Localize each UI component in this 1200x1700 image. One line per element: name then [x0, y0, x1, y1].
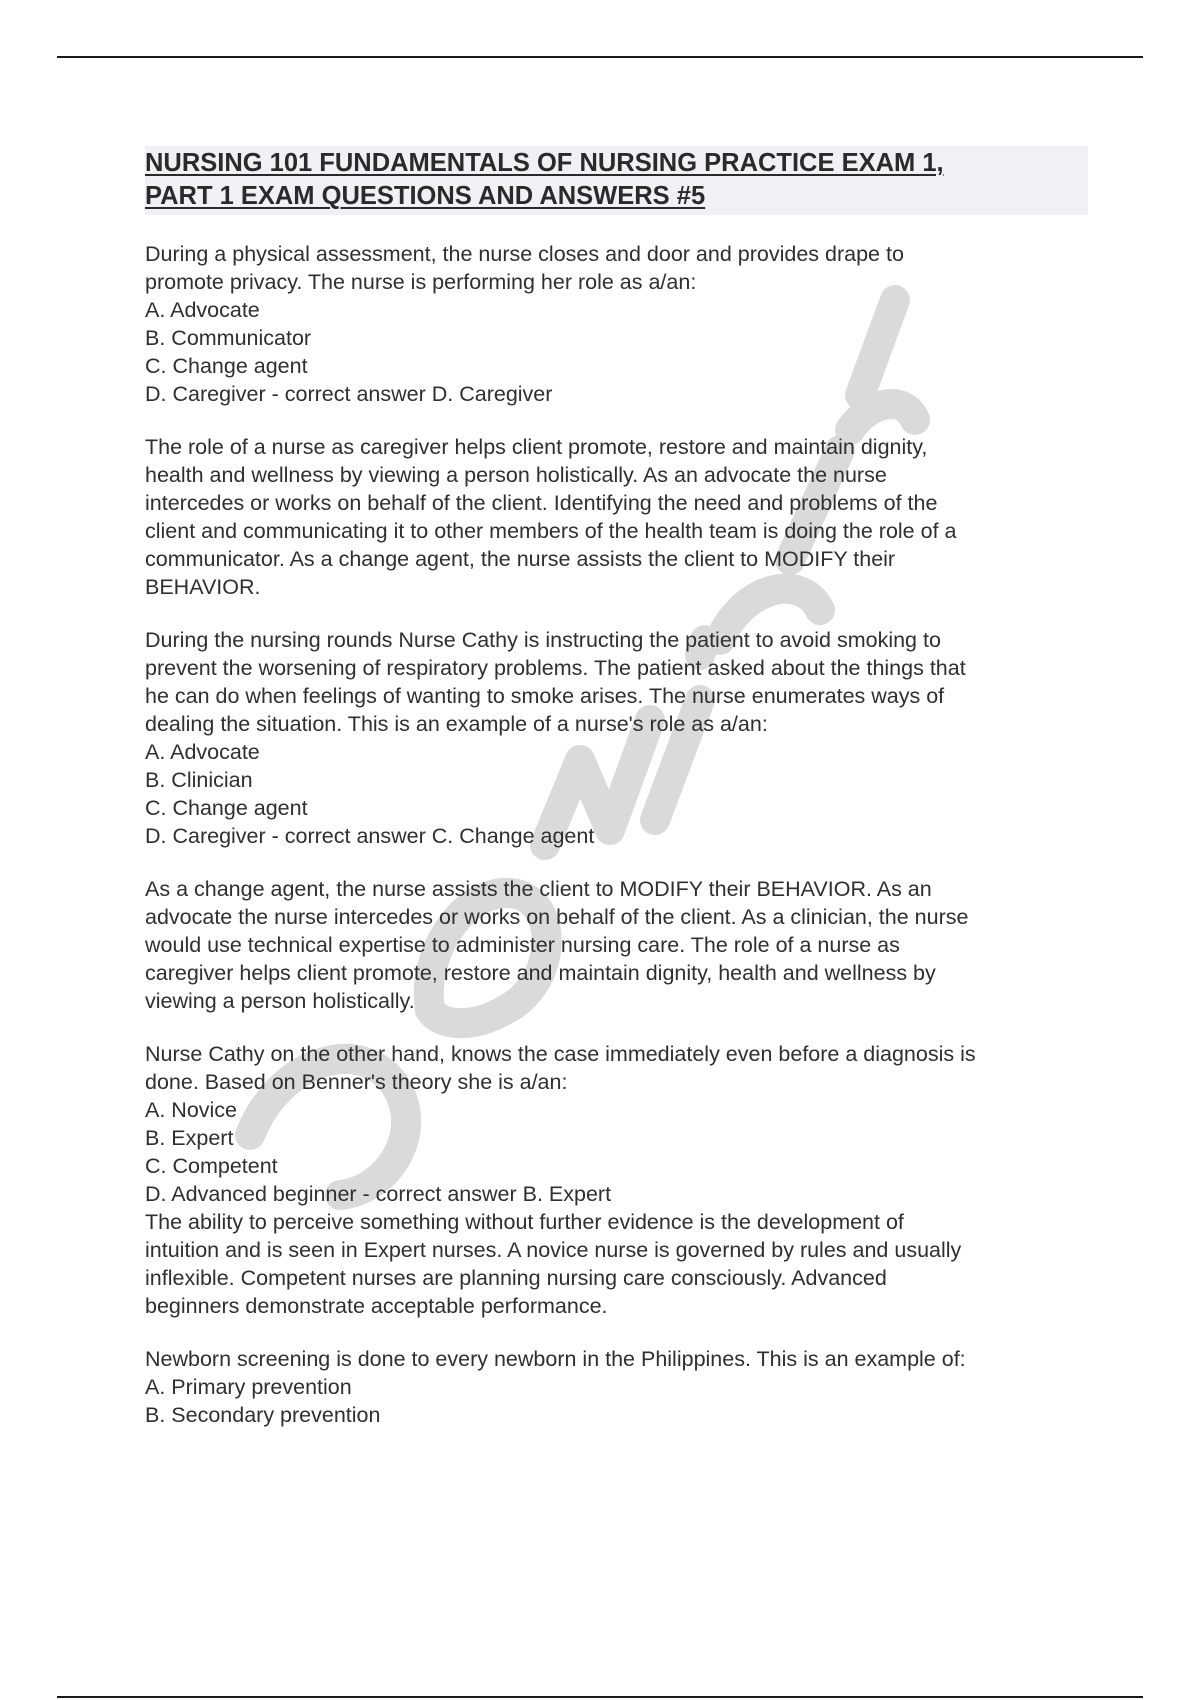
text-line: caregiver helps client promote, restore and maintain dignity, health and wellness by [145, 961, 936, 985]
text-line: As a change agent, the nurse assists the client to MODIFY their BEHAVIOR. As an [145, 877, 932, 901]
text-line: The role of a nurse as caregiver helps client promote, restore and maintain dignity, [145, 435, 928, 459]
text-line: beginners demonstrate acceptable performance. [145, 1294, 608, 1318]
text-line: promote privacy. The nurse is performing her role as a/an: [145, 270, 697, 294]
text-line: D. Caregiver - correct answer D. Caregiver [145, 382, 553, 406]
text-line: D. Advanced beginner - correct answer B. Expert [145, 1182, 612, 1206]
text-line: would use technical expertise to administer nursing care. The role of a nurse as [145, 933, 900, 957]
text-line: BEHAVIOR. [145, 575, 261, 599]
text-line: A. Novice [145, 1098, 238, 1122]
text-line: Nurse Cathy on the other hand, knows the case immediately even before a diagnosis is [145, 1042, 976, 1066]
top-rule [57, 56, 1143, 58]
text-line: inflexible. Competent nurses are planning nursing care consciously. Advanced [145, 1266, 887, 1290]
title-band [145, 146, 1088, 215]
text-line: viewing a person holistically. [145, 989, 415, 1013]
text-line: C. Competent [145, 1154, 278, 1178]
document-title [145, 147, 1088, 213]
text-line: done. Based on Benner's theory she is a/an: [145, 1070, 568, 1094]
text-block [145, 240, 1090, 408]
bottom-rule [57, 1696, 1143, 1698]
text-line: client and communicating it to other members of the health team is doing the role of a [145, 519, 957, 543]
text-line: A. Advocate [145, 298, 260, 322]
question-blocks [145, 240, 1090, 1429]
text-line: B. Clinician [145, 768, 253, 792]
text-line: communicator. As a change agent, the nurse assists the client to MODIFY their [145, 547, 896, 571]
text-line: C. Change agent [145, 354, 308, 378]
text-line: During the nursing rounds Nurse Cathy is instructing the patient to avoid smoking to [145, 628, 941, 652]
text-line: health and wellness by viewing a person holistically. As an advocate the nurse [145, 463, 887, 487]
text-line: D. Caregiver - correct answer C. Change agent [145, 824, 595, 848]
text-line: prevent the worsening of respiratory problems. The patient asked about the things that [145, 656, 966, 680]
text-line: A. Primary prevention [145, 1375, 352, 1399]
text-line: B. Communicator [145, 326, 312, 350]
text-line: dealing the situation. This is an example of a nurse's role as a/an: [145, 712, 768, 736]
text-line: B. Secondary prevention [145, 1403, 381, 1427]
text-block [145, 875, 1090, 1015]
text-line: The ability to perceive something without further evidence is the development of [145, 1210, 904, 1234]
text-line: intuition and is seen in Expert nurses. A novice nurse is governed by rules and usually [145, 1238, 962, 1262]
text-line: During a physical assessment, the nurse closes and door and provides drape to [145, 242, 904, 266]
text-block [145, 433, 1090, 601]
text-line: he can do when feelings of wanting to smoke arises. The nurse enumerates ways of [145, 684, 945, 708]
title-line: PART 1 EXAM QUESTIONS AND ANSWERS #5 [145, 182, 706, 210]
document-body [145, 146, 1090, 1454]
text-line: advocate the nurse intercedes or works on behalf of the client. As a clinician, the nurse [145, 905, 969, 929]
text-block [145, 1345, 1090, 1429]
text-line: A. Advocate [145, 740, 260, 764]
title-line: NURSING 101 FUNDAMENTALS OF NURSING PRACTICE EXAM 1, [145, 149, 944, 177]
text-line: Newborn screening is done to every newborn in the Philippines. This is an example of: [145, 1347, 966, 1371]
text-block [145, 626, 1090, 850]
text-line: C. Change agent [145, 796, 308, 820]
text-block [145, 1040, 1090, 1320]
text-line: B. Expert [145, 1126, 234, 1150]
text-line: intercedes or works on behalf of the client. Identifying the need and problems of the [145, 491, 938, 515]
